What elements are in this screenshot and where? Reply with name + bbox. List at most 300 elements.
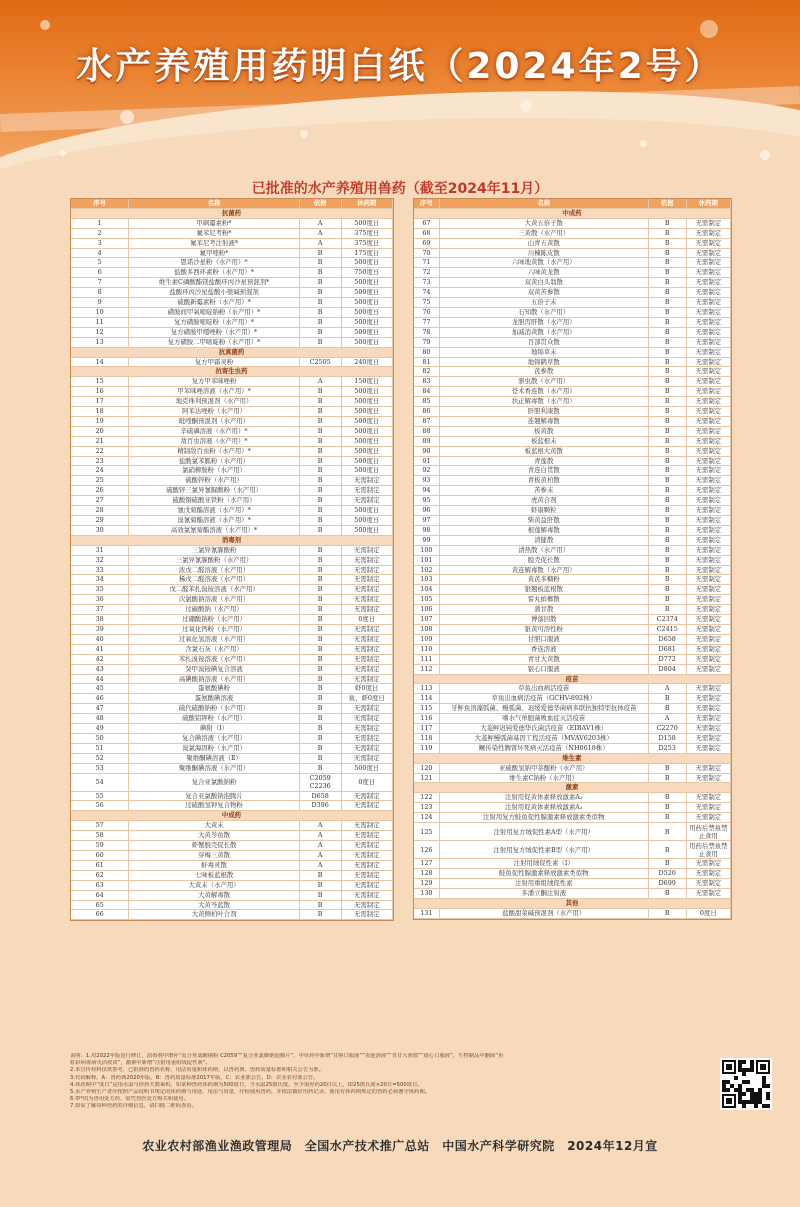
withdrawal-period: 无需制定 bbox=[686, 407, 730, 417]
basis-code: B bbox=[648, 496, 686, 506]
row-number: 52 bbox=[71, 753, 129, 763]
basis-code: D520 bbox=[648, 869, 686, 879]
table-row bbox=[414, 888, 731, 898]
row-number: 29 bbox=[71, 516, 129, 526]
drug-name: 硫酸锌粉（水产用） bbox=[129, 476, 299, 486]
withdrawal-period: 无需制定 bbox=[686, 525, 730, 535]
withdrawal-period: 500度日 bbox=[341, 436, 392, 446]
row-number: 15 bbox=[71, 377, 129, 387]
drug-name: 溴氯海因粉（水产用） bbox=[129, 743, 299, 753]
table-row bbox=[71, 446, 393, 456]
row-number: 95 bbox=[414, 496, 439, 506]
basis-code: B bbox=[648, 694, 686, 704]
basis-code: B bbox=[299, 763, 341, 773]
table-row bbox=[71, 307, 393, 317]
header-banner bbox=[0, 0, 800, 178]
drug-name: 板蓝根大黄散 bbox=[439, 446, 648, 456]
row-number: 103 bbox=[414, 575, 439, 585]
basis-code: B bbox=[648, 813, 686, 823]
basis-code: B bbox=[648, 888, 686, 898]
drug-name: 双黄白头翁散 bbox=[439, 278, 648, 288]
basis-code: B bbox=[299, 585, 341, 595]
drug-name: 虾蟹脱壳促长散 bbox=[129, 841, 299, 851]
table-row bbox=[414, 347, 731, 357]
table-row bbox=[414, 841, 731, 859]
drug-name: 过碳酸钠（水产用） bbox=[129, 605, 299, 615]
table-row bbox=[414, 908, 731, 918]
drug-name: 三氯异氰脲酸粉 bbox=[129, 545, 299, 555]
drug-name: 三氯异氰脲酸粉（水产用） bbox=[129, 555, 299, 565]
table-row bbox=[71, 801, 393, 811]
basis-code: B bbox=[299, 654, 341, 664]
basis-code: A bbox=[299, 228, 341, 238]
drug-name: 脱壳促长散 bbox=[439, 555, 648, 565]
row-number: 98 bbox=[414, 525, 439, 535]
row-number: 55 bbox=[71, 791, 129, 801]
drug-name: 氰戊菊酯溶液（水产用）* bbox=[129, 506, 299, 516]
basis-code: B bbox=[648, 486, 686, 496]
withdrawal-period: 无需制定 bbox=[686, 278, 730, 288]
withdrawal-period: 无需制定 bbox=[341, 545, 392, 555]
drug-name: 清热散（水产用） bbox=[439, 545, 648, 555]
drug-name: 板蓝根末 bbox=[439, 436, 648, 446]
basis-code: B bbox=[299, 615, 341, 625]
withdrawal-period: 无需制定 bbox=[686, 218, 730, 228]
drug-name: 维生素C钠粉（水产用） bbox=[439, 773, 648, 783]
basis-code: D396 bbox=[299, 801, 341, 811]
drug-name: 盐酸甜菜碱预混剂（水产用） bbox=[439, 908, 648, 918]
row-number: 35 bbox=[71, 585, 129, 595]
row-number: 110 bbox=[414, 644, 439, 654]
table-row bbox=[71, 624, 393, 634]
table-row bbox=[71, 506, 393, 516]
table-row bbox=[414, 644, 731, 654]
row-number: 70 bbox=[414, 248, 439, 258]
basis-code: B bbox=[299, 910, 341, 920]
drug-name: 大菱鲆迟钝爱德华氏菌活疫苗（EIBAV1株） bbox=[439, 724, 648, 734]
row-number: 23 bbox=[71, 456, 129, 466]
table-row bbox=[414, 357, 731, 367]
table-row bbox=[71, 317, 393, 327]
basis-code: B bbox=[648, 397, 686, 407]
basis-code: D699 bbox=[648, 878, 686, 888]
table-subtitle: 已批准的水产养殖用兽药（截至2024年11月） bbox=[251, 181, 549, 197]
drug-name: 维生素C磷酸酯镁盐酸环丙沙星预混剂* bbox=[129, 278, 299, 288]
basis-code: B bbox=[299, 516, 341, 526]
drug-name: 地克珠利预混剂（水产用） bbox=[129, 397, 299, 407]
basis-code: B bbox=[648, 446, 686, 456]
withdrawal-period: 无需制定 bbox=[686, 878, 730, 888]
basis-code: A bbox=[299, 841, 341, 851]
drug-name: 肝胆利康散 bbox=[439, 407, 648, 417]
basis-code: B bbox=[299, 634, 341, 644]
withdrawal-period: 无需制定 bbox=[686, 288, 730, 298]
row-number: 79 bbox=[414, 337, 439, 347]
row-number: 128 bbox=[414, 869, 439, 879]
table-row bbox=[71, 753, 393, 763]
row-number: 84 bbox=[414, 387, 439, 397]
withdrawal-period: 无需制定 bbox=[341, 801, 392, 811]
drug-name: 注射用绒促性素（Ⅰ） bbox=[439, 859, 648, 869]
basis-code: B bbox=[648, 605, 686, 615]
table-row bbox=[414, 407, 731, 417]
section-heading: 激素 bbox=[414, 783, 731, 793]
row-number: 69 bbox=[414, 238, 439, 248]
withdrawal-period: 无需制定 bbox=[686, 869, 730, 879]
basis-code: B bbox=[299, 248, 341, 258]
row-number: 45 bbox=[71, 684, 129, 694]
row-number: 67 bbox=[414, 218, 439, 228]
table-row bbox=[414, 565, 731, 575]
table-row bbox=[414, 337, 731, 347]
drug-name: 盐酸多西环素粉（水产用）* bbox=[129, 268, 299, 278]
withdrawal-period: 500度日 bbox=[341, 446, 392, 456]
basis-code: B bbox=[299, 724, 341, 734]
table-row bbox=[71, 476, 393, 486]
table-row bbox=[414, 377, 731, 387]
table-row bbox=[414, 238, 731, 248]
row-number: 117 bbox=[414, 724, 439, 734]
row-number: 91 bbox=[414, 456, 439, 466]
row-number: 22 bbox=[71, 446, 129, 456]
table-row bbox=[414, 456, 731, 466]
withdrawal-period: 无需制定 bbox=[686, 545, 730, 555]
basis-code: B bbox=[299, 545, 341, 555]
row-number: 31 bbox=[71, 545, 129, 555]
basis-code: B bbox=[648, 466, 686, 476]
drug-name: 柴黄益肝散 bbox=[439, 516, 648, 526]
drug-name: 青板黄柏散 bbox=[439, 476, 648, 486]
row-number: 50 bbox=[71, 733, 129, 743]
footer-publishers: 农业农村部渔业渔政管理局 全国水产技术推广总站 中国水产科学研究院 2024年12月宣 bbox=[142, 1139, 658, 1153]
withdrawal-period: 无需制定 bbox=[686, 377, 730, 387]
table-row bbox=[71, 575, 393, 585]
table-row bbox=[71, 654, 393, 664]
withdrawal-period: 无需制定 bbox=[341, 565, 392, 575]
withdrawal-period: 无需制定 bbox=[686, 575, 730, 585]
row-number: 116 bbox=[414, 714, 439, 724]
row-number: 89 bbox=[414, 436, 439, 446]
drug-name: 银翘板蓝根散 bbox=[439, 585, 648, 595]
basis-code: B bbox=[299, 407, 341, 417]
table-row bbox=[71, 228, 393, 238]
row-number: 49 bbox=[71, 724, 129, 734]
basis-code: B bbox=[299, 743, 341, 753]
row-number: 99 bbox=[414, 535, 439, 545]
withdrawal-period: 无需制定 bbox=[686, 258, 730, 268]
table-row bbox=[414, 268, 731, 278]
basis-code: B bbox=[648, 908, 686, 918]
table-row bbox=[414, 878, 731, 888]
basis-code: B bbox=[648, 535, 686, 545]
drug-name: 注射用复方鲑鱼促性腺激素释放激素类似物 bbox=[439, 813, 648, 823]
row-number: 43 bbox=[71, 664, 129, 674]
table-row bbox=[71, 525, 393, 535]
row-number: 60 bbox=[71, 851, 129, 861]
table-row bbox=[414, 436, 731, 446]
basis-code: B bbox=[299, 317, 341, 327]
drug-name: 磺胺间甲氧嘧啶钠粉（水产用）* bbox=[129, 307, 299, 317]
drug-name: 根莲解毒散 bbox=[439, 525, 648, 535]
basis-code: B bbox=[299, 397, 341, 407]
section-heading: 疫苗 bbox=[414, 674, 731, 684]
table-row bbox=[414, 624, 731, 634]
basis-code: B bbox=[299, 486, 341, 496]
basis-code: B bbox=[299, 565, 341, 575]
table-row bbox=[71, 733, 393, 743]
basis-code: B bbox=[648, 565, 686, 575]
row-number: 83 bbox=[414, 377, 439, 387]
row-number: 68 bbox=[414, 228, 439, 238]
basis-code: B bbox=[648, 377, 686, 387]
row-number: 19 bbox=[71, 416, 129, 426]
basis-code: B bbox=[648, 317, 686, 327]
withdrawal-period: 无需制定 bbox=[341, 791, 392, 801]
drug-name: 阿苯达唑粉（水产用） bbox=[129, 407, 299, 417]
withdrawal-period: 500度日 bbox=[341, 278, 392, 288]
basis-code: B bbox=[299, 525, 341, 535]
row-number: 78 bbox=[414, 327, 439, 337]
withdrawal-period: 无需制定 bbox=[686, 466, 730, 476]
basis-code: B bbox=[648, 416, 686, 426]
basis-code: B bbox=[299, 664, 341, 674]
withdrawal-period: 无需制定 bbox=[686, 704, 730, 714]
row-number: 74 bbox=[414, 288, 439, 298]
row-number: 72 bbox=[414, 268, 439, 278]
basis-code: B bbox=[299, 870, 341, 880]
basis-code: B bbox=[299, 327, 341, 337]
basis-code: B bbox=[299, 733, 341, 743]
drug-name: 吡喹酮预混剂（水产用） bbox=[129, 416, 299, 426]
basis-code: A bbox=[299, 238, 341, 248]
withdrawal-period: 无需制定 bbox=[341, 664, 392, 674]
withdrawal-period: 无需制定 bbox=[686, 387, 730, 397]
basis-code: B bbox=[299, 644, 341, 654]
drug-name: 复方磺胺嘧啶粉（水产用）* bbox=[129, 317, 299, 327]
drug-name: 苦参末 bbox=[439, 486, 648, 496]
withdrawal-period: 无需制定 bbox=[686, 327, 730, 337]
row-number: 16 bbox=[71, 387, 129, 397]
column-header: 名称 bbox=[439, 199, 648, 208]
drug-name: 复合亚氯酸钠粉 bbox=[129, 773, 299, 791]
table-row bbox=[71, 268, 393, 278]
drug-name: 多潘立酮注射液 bbox=[439, 888, 648, 898]
drug-name: 苯扎溴铵溶液（水产用） bbox=[129, 654, 299, 664]
drug-name: 鳜传染性脾肾坏死病灭活疫苗（NH0618株） bbox=[439, 743, 648, 753]
row-number: 34 bbox=[71, 575, 129, 585]
basis-code: B bbox=[299, 880, 341, 890]
basis-code: B bbox=[648, 278, 686, 288]
drug-name: 聚维酮碘溶液（Ⅱ） bbox=[129, 753, 299, 763]
row-number: 124 bbox=[414, 813, 439, 823]
basis-code: B bbox=[648, 228, 686, 238]
basis-code: A bbox=[299, 821, 341, 831]
withdrawal-period: 无需制定 bbox=[686, 248, 730, 258]
row-number: 1 bbox=[71, 218, 129, 228]
withdrawal-period: 500度日 bbox=[341, 416, 392, 426]
table-row bbox=[71, 595, 393, 605]
table-row bbox=[71, 407, 393, 417]
row-number: 13 bbox=[71, 337, 129, 347]
table-row bbox=[71, 337, 393, 347]
row-number: 85 bbox=[414, 397, 439, 407]
basis-code: B bbox=[299, 684, 341, 694]
drug-name: 嗜水气单胞菌败血症灭活疫苗 bbox=[439, 714, 648, 724]
drug-name: 甲苯咪唑溶液（水产用）* bbox=[129, 387, 299, 397]
row-number: 7 bbox=[71, 278, 129, 288]
withdrawal-period: 无需制定 bbox=[686, 684, 730, 694]
withdrawal-period: 无需制定 bbox=[341, 605, 392, 615]
drug-name: 雷丸槟榔散 bbox=[439, 595, 648, 605]
section-heading: 维生素 bbox=[414, 753, 731, 763]
table-row bbox=[414, 367, 731, 377]
table-row bbox=[414, 545, 731, 555]
note-line: 7.如需了解每种兽药的详细信息，请扫描二维码查看。 bbox=[70, 1103, 197, 1110]
withdrawal-period: 无需制定 bbox=[341, 724, 392, 734]
basis-code: A bbox=[648, 714, 686, 724]
basis-code: B bbox=[299, 605, 341, 615]
withdrawal-period: 无需制定 bbox=[686, 714, 730, 724]
withdrawal-period: 无需制定 bbox=[341, 644, 392, 654]
table-row bbox=[414, 869, 731, 879]
table-row bbox=[71, 377, 393, 387]
row-number: 111 bbox=[414, 654, 439, 664]
row-number: 73 bbox=[414, 278, 439, 288]
withdrawal-period: 500度日 bbox=[341, 258, 392, 268]
drug-name: 硫酸锌三氯异氰脲酸粉（水产用） bbox=[129, 486, 299, 496]
withdrawal-period: 375度日 bbox=[341, 238, 392, 248]
table-row bbox=[414, 654, 731, 664]
drug-name: 青甘大黄散 bbox=[439, 654, 648, 664]
basis-code: B bbox=[648, 337, 686, 347]
row-number: 101 bbox=[414, 555, 439, 565]
withdrawal-period: 无需制定 bbox=[686, 743, 730, 753]
row-number: 8 bbox=[71, 288, 129, 298]
table-row bbox=[71, 634, 393, 644]
row-number: 10 bbox=[71, 307, 129, 317]
drug-name: 氯硝柳胺粉（水产用） bbox=[129, 466, 299, 476]
withdrawal-period: 无需制定 bbox=[686, 888, 730, 898]
qr-code[interactable] bbox=[720, 1058, 772, 1110]
section-heading: 消毒剂 bbox=[71, 535, 393, 545]
table-row bbox=[71, 664, 393, 674]
basis-code: B bbox=[648, 595, 686, 605]
withdrawal-period: 无需制定 bbox=[686, 535, 730, 545]
table-row bbox=[71, 724, 393, 734]
drug-name: 大黄末 bbox=[129, 821, 299, 831]
table-row bbox=[414, 605, 731, 615]
drug-name: 牙鲆鱼溶藻弧菌、鳗弧菌、迟缓爱德华菌病多联抗独特型抗体疫苗 bbox=[439, 704, 648, 714]
withdrawal-period: 无需制定 bbox=[341, 654, 392, 664]
table-row bbox=[71, 218, 393, 228]
withdrawal-period: 无需制定 bbox=[341, 575, 392, 585]
basis-code: A bbox=[299, 851, 341, 861]
basis-code: B bbox=[648, 506, 686, 516]
table-row bbox=[414, 733, 731, 743]
withdrawal-period: 无需制定 bbox=[686, 859, 730, 869]
drug-name: 蒲甘散 bbox=[439, 605, 648, 615]
row-number: 107 bbox=[414, 615, 439, 625]
row-number: 80 bbox=[414, 347, 439, 357]
row-number: 18 bbox=[71, 407, 129, 417]
withdrawal-period: 无需制定 bbox=[686, 773, 730, 783]
drug-name: 复方磺胺二甲嘧啶粉（水产用）* bbox=[129, 337, 299, 347]
table-row bbox=[71, 327, 393, 337]
drug-name: 龙胆泻肝散（水产用） bbox=[439, 317, 648, 327]
drug-name: 硫酸铝钾粉（水产用） bbox=[129, 714, 299, 724]
withdrawal-period: 无需制定 bbox=[686, 694, 730, 704]
withdrawal-period: 虾0度日 bbox=[341, 684, 392, 694]
withdrawal-period: 500度日 bbox=[341, 387, 392, 397]
row-number: 61 bbox=[71, 860, 129, 870]
withdrawal-period: 375度日 bbox=[341, 228, 392, 238]
drug-name: 注射用促黄体素释放激素A₃ bbox=[439, 803, 648, 813]
table-row bbox=[414, 506, 731, 516]
drug-name: 复方甲霜灵粉 bbox=[129, 357, 299, 367]
drug-name: 大黄芩鱼散 bbox=[129, 831, 299, 841]
basis-code: B bbox=[299, 890, 341, 900]
withdrawal-period: 500度日 bbox=[341, 506, 392, 516]
drug-name: 地锦鹤草散 bbox=[439, 357, 648, 367]
drug-name: 盐酸氯苯胍粉（水产用） bbox=[129, 456, 299, 466]
table-row bbox=[71, 456, 393, 466]
table-row bbox=[414, 724, 731, 734]
drug-name: 三黄散（水产用） bbox=[439, 228, 648, 238]
withdrawal-period: 无需制定 bbox=[686, 624, 730, 634]
row-number: 126 bbox=[414, 841, 439, 859]
row-number: 56 bbox=[71, 801, 129, 811]
row-number: 109 bbox=[414, 634, 439, 644]
table-row bbox=[71, 466, 393, 476]
drug-name: 癸甲溴铵碘复合溶液 bbox=[129, 664, 299, 674]
basis-code: B bbox=[648, 516, 686, 526]
basis-code: C2505 bbox=[299, 357, 341, 367]
drug-name: 过硫酸氢钾复合物粉 bbox=[129, 801, 299, 811]
withdrawal-period: 500度日 bbox=[341, 298, 392, 308]
row-number: 106 bbox=[414, 605, 439, 615]
drug-name: 加减消黄散（水产用） bbox=[439, 327, 648, 337]
drug-name: 碘附（Ⅰ） bbox=[129, 724, 299, 734]
section-heading: 中成药 bbox=[71, 811, 393, 821]
table-row bbox=[71, 743, 393, 753]
basis-code: B bbox=[648, 476, 686, 486]
table-row bbox=[71, 416, 393, 426]
row-number: 38 bbox=[71, 615, 129, 625]
row-number: 33 bbox=[71, 565, 129, 575]
withdrawal-period: 无需制定 bbox=[341, 674, 392, 684]
row-number: 27 bbox=[71, 496, 129, 506]
withdrawal-period: 500度日 bbox=[341, 516, 392, 526]
drug-name: 恩诺沙星粉（水产用）* bbox=[129, 258, 299, 268]
note-line: 虹彩病毒病灭活疫苗”，激素中新增“注射用重组绒促性素”。 bbox=[70, 1060, 211, 1067]
withdrawal-period: 500度日 bbox=[341, 327, 392, 337]
withdrawal-period: 无需制定 bbox=[686, 506, 730, 516]
withdrawal-period: 无需制定 bbox=[686, 595, 730, 605]
basis-code: C2415 bbox=[648, 624, 686, 634]
column-header: 名称 bbox=[129, 199, 299, 208]
drug-name: 七味板蓝根散 bbox=[129, 870, 299, 880]
drug-name: 溴氰菊酯溶液（水产用）* bbox=[129, 516, 299, 526]
withdrawal-period: 无需制定 bbox=[686, 585, 730, 595]
row-number: 42 bbox=[71, 654, 129, 664]
withdrawal-period: 无需制定 bbox=[341, 496, 392, 506]
table-row bbox=[414, 615, 731, 625]
withdrawal-period: 0度日 bbox=[686, 908, 730, 918]
withdrawal-period: 无需制定 bbox=[341, 555, 392, 565]
note-line: 2.本宣传材料仅供参考，已批准的兽药名称、用法用量和休药期，以兽药典、兽药质量标准和相关公告为准。 bbox=[70, 1067, 325, 1074]
drug-name: 氟苯尼考注射液* bbox=[129, 238, 299, 248]
withdrawal-period: 无需制定 bbox=[686, 426, 730, 436]
